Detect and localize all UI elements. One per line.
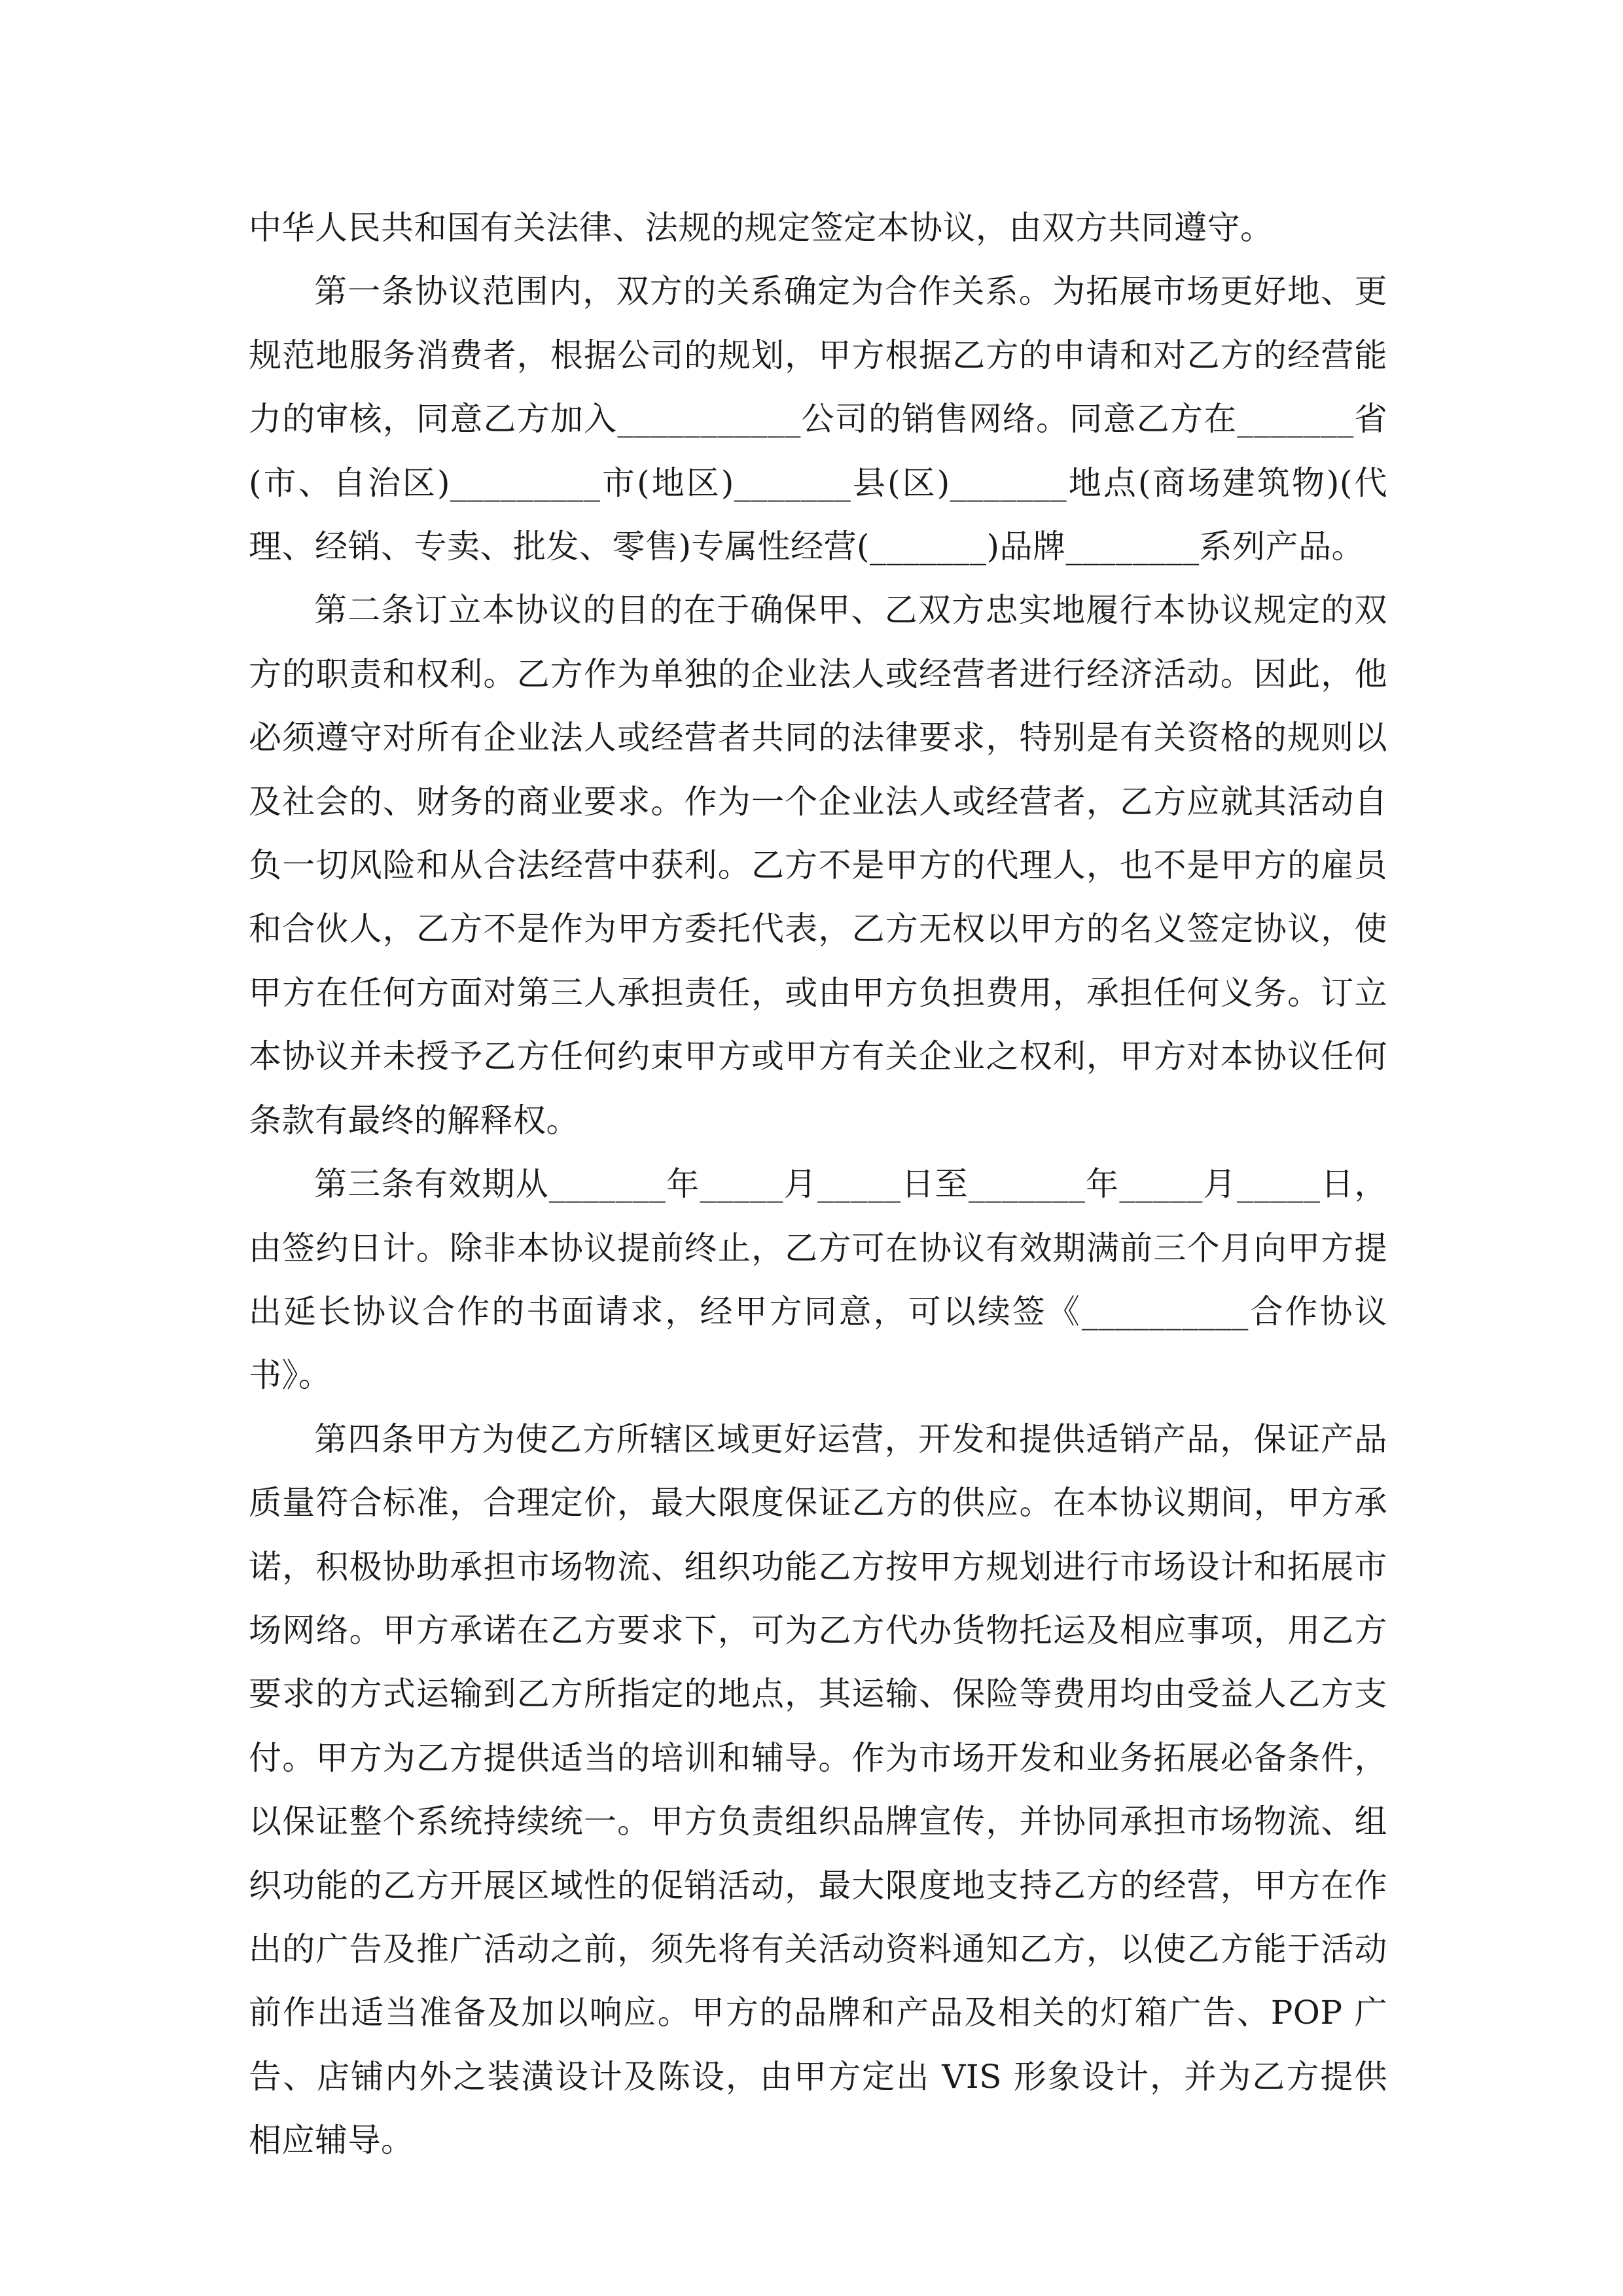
document-page [249, 196, 1387, 2173]
paragraph-article-1: 第一条协议范围内，双方的关系确定为合作关系。为拓展市场更好地、更规范地服务消费者，根据公司的规划，甲方根据乙方的申请和对乙方的经营能力的审核，同意乙方加入___________公司的销售网络。同意乙方在_______省(市、自治区)_________市(地区)_______县(区)_______地点(商场建筑物)(代理、经销、专卖、批发、零售)专属性经营(_______)品牌________系列产品。 [249, 272, 1387, 566]
paragraph-article-2: 第二条订立本协议的目的在于确保甲、乙双方忠实地履行本协议规定的双方的职责和权利。乙方作为单独的企业法人或经营者进行经济活动。因此，他必须遵守对所有企业法人或经营者共同的法律要求，特别是有关资格的规则以及社会的、财务的商业要求。作为一个企业法人或经营者，乙方应就其活动自负一切风险和从合法经营中获利。乙方不是甲方的代理人，也不是甲方的雇员和合伙人，乙方不是作为甲方委托代表，乙方无权以甲方的名义签定协议，使甲方在任何方面对第三人承担责任，或由甲方负担费用，承担任何义务。订立本协议并未授予乙方任何约束甲方或甲方有关企业之权利，甲方对本协议任何条款有最终的解释权。 [249, 591, 1387, 1139]
paragraph-article-3: 第三条有效期从_______年_____月_____日至_______年_____月_____日，由签约日计。除非本协议提前终止，乙方可在协议有效期满前三个月向甲方提出延长协议合作的书面请求，经甲方同意，可以续签《__________合作协议书》。 [249, 1165, 1387, 1395]
paragraph-article-4: 第四条甲方为使乙方所辖区域更好运营，开发和提供适销产品，保证产品质量符合标准，合理定价，最大限度保证乙方的供应。在本协议期间，甲方承诺，积极协助承担市场物流、组织功能乙方按甲方规划进行市场设计和拓展市场网络。甲方承诺在乙方要求下，可为乙方代办货物托运及相应事项，用乙方要求的方式运输到乙方所指定的地点，其运输、保险等费用均由受益人乙方支付。甲方为乙方提供适当的培训和辅导。作为市场开发和业务拓展必备条件，以保证整个系统持续统一。甲方负责组织品牌宣传，并协同承担市场物流、组织功能的乙方开展区域性的促销活动，最大限度地支持乙方的经营，甲方在作出的广告及推广活动之前，须先将有关活动资料通知乙方，以使乙方能于活动前作出适当准备及加以响应。甲方的品牌和产品及相关的灯箱广告、POP 广告、店铺内外之装潢设计及陈设，由甲方定出 VIS 形象设计，并为乙方提供相应辅导。 [249, 1420, 1387, 2160]
paragraph-continuation: 中华人民共和国有关法律、法规的规定签定本协议，由双方共同遵守。 [249, 209, 1274, 247]
